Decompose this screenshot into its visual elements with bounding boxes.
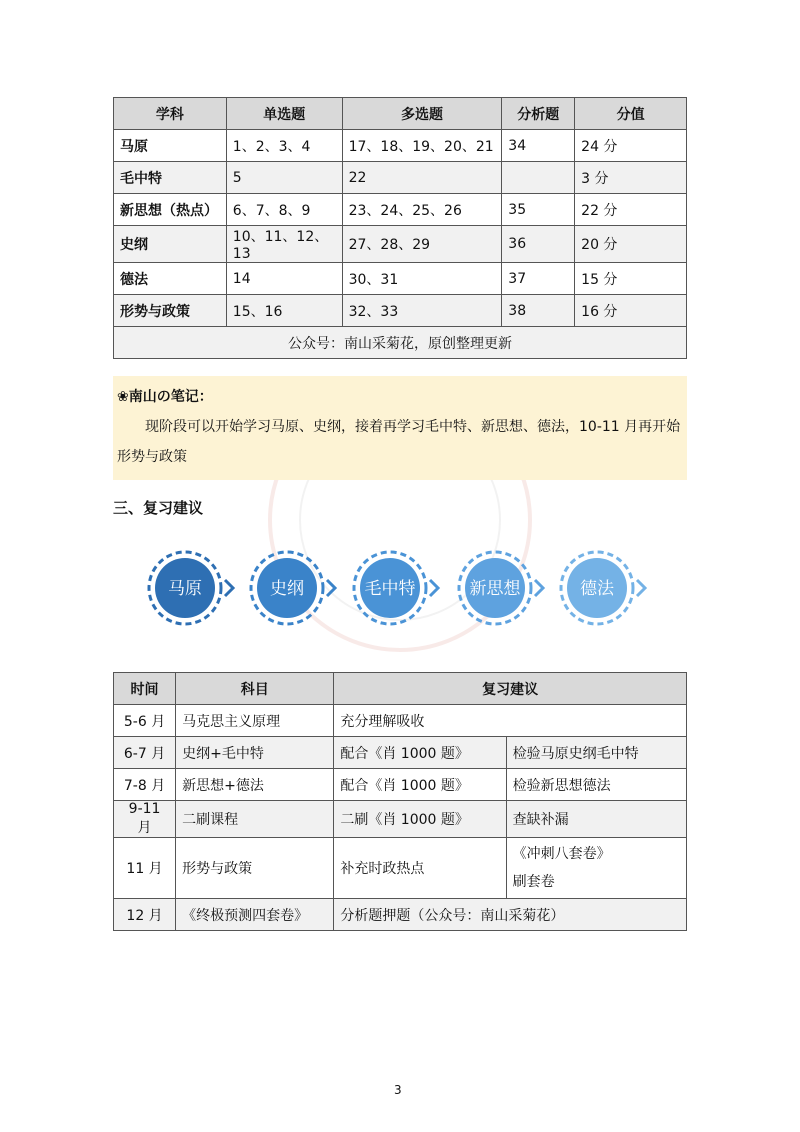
cell-multi: 23、24、25、26 [342, 194, 502, 226]
advice-line-1: 《冲刺八套卷》 [512, 846, 611, 862]
header-score: 分值 [575, 98, 687, 130]
cell-subject: 新思想（热点） [114, 194, 227, 226]
cell-advice-2 [506, 838, 686, 899]
cell-single: 10、11、12、13 [226, 226, 342, 263]
cell-single: 5 [226, 162, 342, 194]
table-row [114, 295, 687, 327]
chevron-right-icon [327, 580, 335, 596]
cell-single: 15、16 [226, 295, 342, 327]
cell-advice: 二刷《肖 1000 题》 [334, 801, 506, 838]
flow-step-2 [251, 552, 335, 624]
cell-subject: 形势与政策 [176, 838, 334, 899]
cell-subject: 马克思主义原理 [176, 705, 334, 737]
flow-step-4 [459, 552, 543, 624]
cell-subject: 《终极预测四套卷》 [176, 899, 334, 931]
table-row [114, 705, 687, 737]
cell-advice: 配合《肖 1000 题》 [334, 769, 506, 801]
advice-line-2: 刷套卷 [512, 874, 555, 890]
review-schedule-table [113, 672, 687, 931]
chevron-right-icon [225, 580, 233, 596]
table-row [114, 130, 687, 162]
table-row [114, 769, 687, 801]
cell-subject: 德法 [114, 263, 227, 295]
flow-step-3 [354, 552, 438, 624]
table-header-row [114, 673, 687, 705]
note-title: ❀南山の笔记： [117, 389, 213, 405]
cell-analysis: 35 [502, 194, 575, 226]
cell-multi: 27、28、29 [342, 226, 502, 263]
table-row [114, 263, 687, 295]
cell-multi: 22 [342, 162, 502, 194]
table-row [114, 838, 687, 899]
flow-step-label: 史纲 [270, 579, 304, 599]
review-order-flow [145, 548, 665, 628]
cell-subject: 史纲+毛中特 [176, 737, 334, 769]
cell-analysis: 38 [502, 295, 575, 327]
table-row [114, 162, 687, 194]
cell-multi: 30、31 [342, 263, 502, 295]
cell-time: 12 月 [114, 899, 176, 931]
cell-score: 22 分 [575, 194, 687, 226]
flow-step-label: 新思想 [469, 579, 521, 599]
table-footer-note: 公众号：南山采菊花，原创整理更新 [114, 327, 687, 359]
table-row [114, 226, 687, 263]
cell-multi: 32、33 [342, 295, 502, 327]
cell-analysis: 36 [502, 226, 575, 263]
header-time: 时间 [114, 673, 176, 705]
table-header-row [114, 98, 687, 130]
page-number: 3 [394, 1083, 402, 1097]
flow-step-label: 马原 [168, 579, 202, 599]
cell-subject: 史纲 [114, 226, 227, 263]
flow-step-1 [149, 552, 233, 624]
cell-score: 15 分 [575, 263, 687, 295]
table-row [114, 194, 687, 226]
cell-subject: 马原 [114, 130, 227, 162]
cell-subject: 形势与政策 [114, 295, 227, 327]
cell-advice: 分析题押题（公众号：南山采菊花） [334, 899, 687, 931]
header-single-choice: 单选题 [226, 98, 342, 130]
chevron-right-icon [637, 580, 645, 596]
cell-score: 20 分 [575, 226, 687, 263]
table-row [114, 737, 687, 769]
cell-analysis: 34 [502, 130, 575, 162]
cell-advice: 充分理解吸收 [334, 705, 687, 737]
cell-time: 6-7 月 [114, 737, 176, 769]
cell-time: 5-6 月 [114, 705, 176, 737]
note-body: 现阶段可以开始学习马原、史纲，接着再学习毛中特、新思想、德法，10-11 月再开始形势与政策 [117, 419, 681, 465]
header-subject: 科目 [176, 673, 334, 705]
flow-step-label: 德法 [580, 579, 614, 599]
cell-time: 11 月 [114, 838, 176, 899]
cell-time: 9-11 月 [114, 801, 176, 838]
cell-advice: 配合《肖 1000 题》 [334, 737, 506, 769]
flow-step-label: 毛中特 [364, 579, 416, 599]
flow-step-5 [561, 552, 645, 624]
cell-subject: 二刷课程 [176, 801, 334, 838]
chevron-right-icon [430, 580, 438, 596]
cell-advice-2: 检验马原史纲毛中特 [506, 737, 686, 769]
cell-single: 6、7、8、9 [226, 194, 342, 226]
cell-advice: 补充时政热点 [334, 838, 506, 899]
cell-subject: 毛中特 [114, 162, 227, 194]
table-row [114, 801, 687, 838]
cell-advice-2: 检验新思想德法 [506, 769, 686, 801]
table-row [114, 899, 687, 931]
cell-single: 14 [226, 263, 342, 295]
header-multi-choice: 多选题 [342, 98, 502, 130]
note-box [113, 376, 687, 480]
cell-score: 24 分 [575, 130, 687, 162]
header-analysis: 分析题 [502, 98, 575, 130]
header-advice: 复习建议 [334, 673, 687, 705]
cell-analysis [502, 162, 575, 194]
score-distribution-table [113, 97, 687, 359]
table-footer-row [114, 327, 687, 359]
cell-single: 1、2、3、4 [226, 130, 342, 162]
cell-time: 7-8 月 [114, 769, 176, 801]
header-subject: 学科 [114, 98, 227, 130]
cell-subject: 新思想+德法 [176, 769, 334, 801]
cell-analysis: 37 [502, 263, 575, 295]
cell-advice-2: 查缺补漏 [506, 801, 686, 838]
chevron-right-icon [535, 580, 543, 596]
cell-multi: 17、18、19、20、21 [342, 130, 502, 162]
section-heading: 三、复习建议 [113, 499, 204, 517]
cell-score: 16 分 [575, 295, 687, 327]
cell-score: 3 分 [575, 162, 687, 194]
